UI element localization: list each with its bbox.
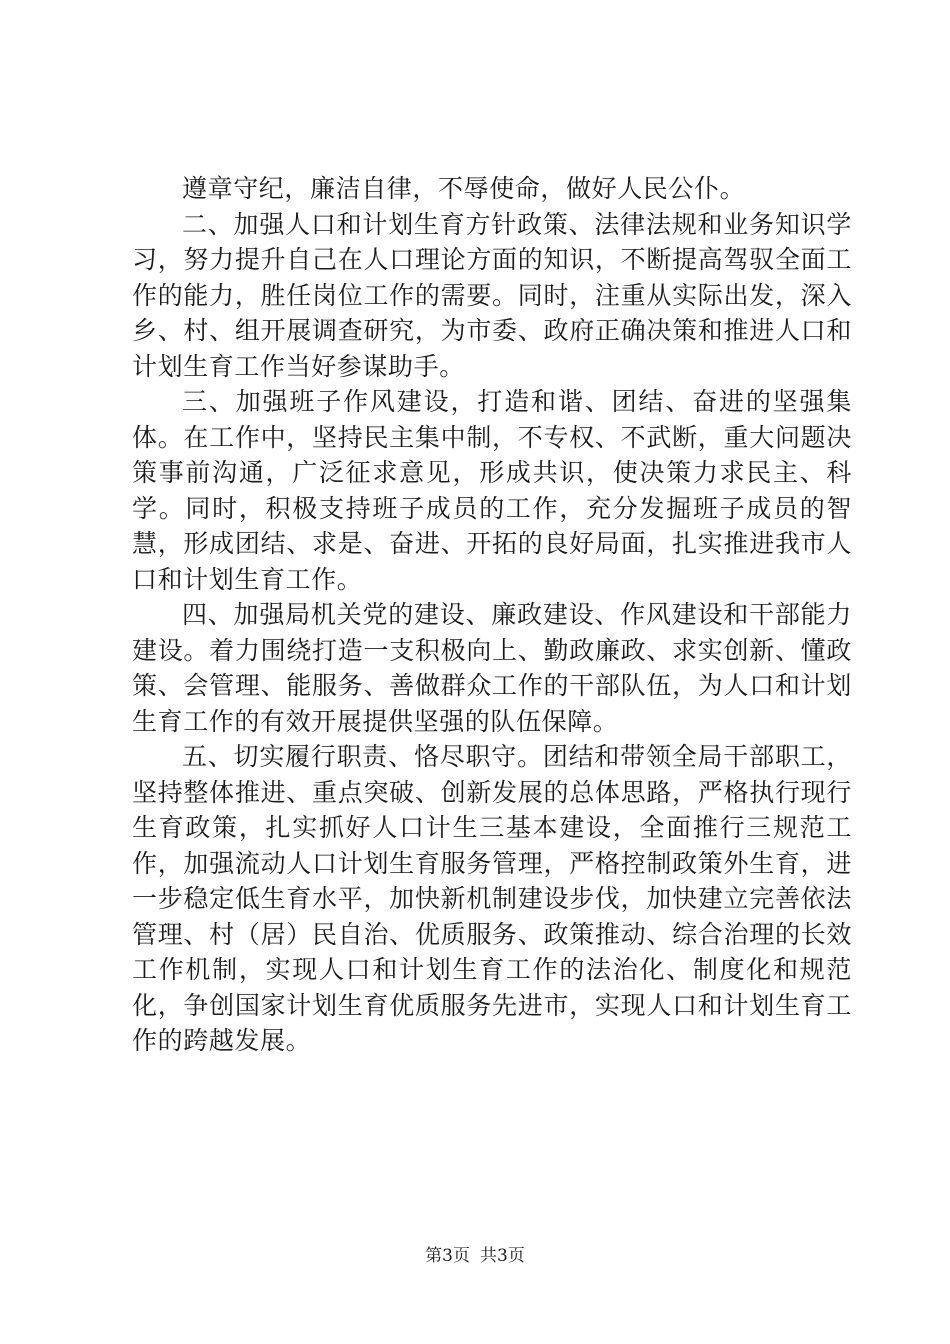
- document-body: [132, 171, 852, 1059]
- page-number-current: 第3页: [425, 1246, 470, 1266]
- paragraph-2: 二、加强人口和计划生育方针政策、法律法规和业务知识学习，努力提升自己在人口理论方面的知识，不断提高驾驭全面工作的能力，胜任岗位工作的需要。同时，注重从实际出发，深入乡、村、组开展调查研究，为市委、政府正确决策和推进人口和计划生育工作当好参谋助手。: [132, 209, 852, 381]
- paragraph-1: 遵章守纪，廉洁自律，不辱使命，做好人民公仆。: [182, 174, 746, 203]
- page-footer: [0, 1244, 950, 1268]
- paragraph-5: 五、切实履行职责、恪尽职守。团结和带领全局干部职工，坚持整体推进、重点突破、创新发展的总体思路，严格执行现行生育政策，扎实抓好人口计生三基本建设，全面推行三规范工作，加强流动人口计划生育服务管理，严格控制政策外生育，进一步稳定低生育水平，加快新机制建设步伐，加快建立完善依法管理、村（居）民自治、优质服务、政策推动、综合治理的长效工作机制，实现人口和计划生育工作的法治化、制度化和规范化，争创国家计划生育优质服务先进市，实现人口和计划生育工作的跨越发展。: [132, 742, 852, 1055]
- paragraph-3: 三、加强班子作风建设，打造和谐、团结、奋进的坚强集体。在工作中，坚持民主集中制，不专权、不武断，重大问题决策事前沟通，广泛征求意见，形成共识，使决策力求民主、科学。同时，积极支持班子成员的工作，充分发掘班子成员的智慧，形成团结、求是、奋进、开拓的良好局面，扎实推进我市人口和计划生育工作。: [132, 387, 852, 594]
- page-number-total: 共3页: [480, 1246, 525, 1266]
- paragraph-4: 四、加强局机关党的建设、廉政建设、作风建设和干部能力建设。着力围绕打造一支积极向上、勤政廉政、求实创新、懂政策、会管理、能服务、善做群众工作的干部队伍，为人口和计划生育工作的有效开展提供坚强的队伍保障。: [132, 600, 852, 736]
